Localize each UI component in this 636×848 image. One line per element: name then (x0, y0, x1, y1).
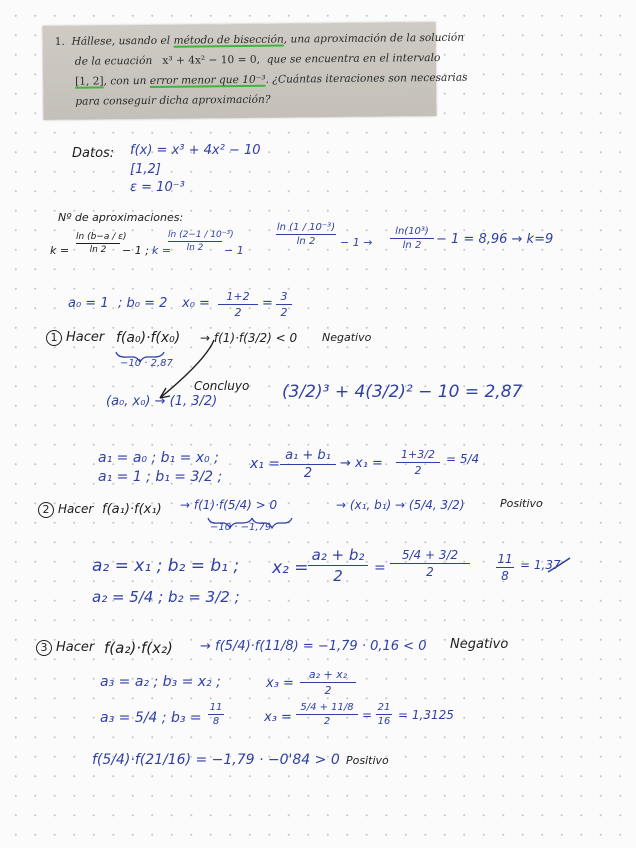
highlight-interval: [1, 2] (75, 75, 104, 88)
x1-result: = 5/4 (446, 452, 480, 466)
fraction-2: ln (2−1 / 10⁻³) ln 2 (168, 230, 234, 253)
datos-interval: [1,2] (130, 162, 161, 177)
x3b-fraction: 5/4 + 11/8 2 (296, 702, 358, 727)
concluyo-arrow (160, 340, 214, 398)
final-sign: Positivo (346, 754, 389, 767)
step3-heading: 3 Hacer (36, 640, 94, 656)
x0-lhs: x₀ = (182, 296, 210, 311)
k-result: − 1 = 8,96 → k=9 (436, 232, 554, 247)
problem-equation: x³ + 4x² − 10 = 0, (162, 53, 261, 67)
x1b-lhs: → x₁ = (340, 456, 383, 471)
fraction-4: ln(10³) ln 2 (390, 226, 434, 251)
datos-epsilon: ε = 10⁻³ (130, 180, 185, 195)
highlight-error: error menor que 10⁻³ (149, 73, 266, 87)
x2-result: 11 8 (497, 552, 513, 583)
step1-under: −10 · 2,87 (120, 358, 173, 369)
a0: a₀ = 1 (68, 296, 109, 311)
b3-fraction: 11 8 (209, 702, 223, 727)
x0-eq: = (262, 296, 273, 311)
x0-result: 3 2 (276, 290, 292, 319)
x3-result-fraction: 21 16 (377, 702, 391, 727)
x1-fraction: a₁ + b₁ 2 (280, 448, 336, 481)
final-expr: f(5/4)·f(21/16) = −1,79 · −0'84 > 0 (92, 752, 340, 768)
x3-fraction: a₂ + x₂ 2 (300, 668, 356, 697)
step3-arrow: → f(5/4)·f(11/8) = −1,79 · 0,16 < 0 (200, 639, 427, 654)
step1-arrow: → f(1)·f(3/2) < 0 (200, 331, 298, 345)
k2-lhs: k = (152, 244, 172, 257)
x2-fraction: a₂ + b₂ 2 (308, 546, 368, 585)
fraction-3-tail: − 1 → (340, 236, 373, 249)
problem-line-2: de la ecuación x³ + 4x² − 10 = 0, que se encuentra en el intervalo (74, 51, 441, 68)
underbrace-step2 (208, 518, 252, 528)
step1-calc: (3/2)³ + 4(3/2)² − 10 = 2,87 (282, 382, 523, 402)
step2-heading: 2 Hacer (38, 502, 93, 518)
x0-fraction: 1+2 2 (218, 290, 258, 319)
step3-number: 3 (36, 640, 52, 656)
iter2-assign: a₂ = x₁ ; b₂ = b₁ ; (92, 556, 240, 576)
step2-under: −10 · −1,79 (210, 522, 272, 533)
iter2-values: a₂ = 5/4 ; b₂ = 3/2 ; (92, 588, 240, 606)
concluyo-label: Concluyo (194, 379, 250, 393)
underbrace-step1 (116, 352, 164, 362)
x3-result: = 1,3125 (398, 708, 454, 722)
step3-expr: f(a₂)·f(x₂) (104, 639, 173, 657)
fraction-3: ln (1 / 10⁻³) ln 2 (276, 222, 336, 247)
step2-number: 2 (38, 502, 54, 518)
problem-line-1: 1. Hállese, usando el método de bisección, una aproximación de la solución (54, 31, 465, 48)
x2-eq: = (374, 560, 386, 576)
step2-sign: Positivo (500, 497, 543, 510)
iter3-values: a₃ = 5/4 ; b₃ = (100, 710, 202, 726)
k-lhs: k = (50, 244, 70, 257)
iter1-values: a₁ = 1 ; b₁ = 3/2 ; (98, 469, 223, 485)
x1-lhs: x₁ = (250, 456, 281, 472)
x3b-lhs: x₃ = (264, 710, 292, 725)
fraction-1: ln (b−a / ε) ln 2 (76, 232, 127, 255)
b0: ; b₀ = 2 (118, 296, 168, 311)
problem-line-3: [1, 2], con un error menor que 10⁻³. ¿Cuántas iteraciones son necesarias (75, 71, 468, 88)
step1-expr: f(a₀)·f(x₀) (116, 330, 181, 346)
problem-line-4: para conseguir dicha aproximación? (75, 93, 271, 108)
datos-function: f(x) = x³ + 4x² − 10 (130, 143, 261, 158)
x2b-fraction: 5/4 + 3/2 2 (390, 548, 470, 579)
x3b-eq: = (362, 708, 373, 722)
tick-mark (548, 558, 570, 572)
step2-expr: f(a₁)·f(x₁) (102, 502, 162, 517)
x3-lhs: x₃ = (266, 676, 294, 691)
step2-interval: → (x₁, b₁) → (5/4, 3/2) (336, 498, 465, 512)
aprox-label: Nº de aproximaciones: (58, 211, 184, 224)
step1-heading: 1 Hacer (46, 330, 104, 346)
step2-arrow: → f(1)·f(5/4) > 0 (180, 498, 278, 512)
underbrace-step2b (252, 518, 292, 528)
fraction-1-tail: − 1 ; (122, 244, 149, 257)
x2-lhs: x₂ = (272, 558, 309, 578)
fraction-2-tail: − 1 (224, 244, 244, 257)
step1-sign: Negativo (322, 331, 372, 344)
datos-label: Datos: (72, 146, 115, 161)
x2-result-tail: = 1,37 (520, 558, 561, 572)
highlight-method: método de bisección (173, 33, 284, 47)
x1b-fraction: 1+3/2 2 (396, 448, 440, 477)
step1-number: 1 (46, 330, 62, 346)
step3-sign: Negativo (450, 637, 509, 652)
step1-interval: (a₀, x₀) → (1, 3/2) (106, 394, 218, 409)
iter3-assign: a₃ = a₂ ; b₃ = x₂ ; (100, 674, 221, 690)
iter1-assign: a₁ = a₀ ; b₁ = x₀ ; (98, 450, 219, 466)
